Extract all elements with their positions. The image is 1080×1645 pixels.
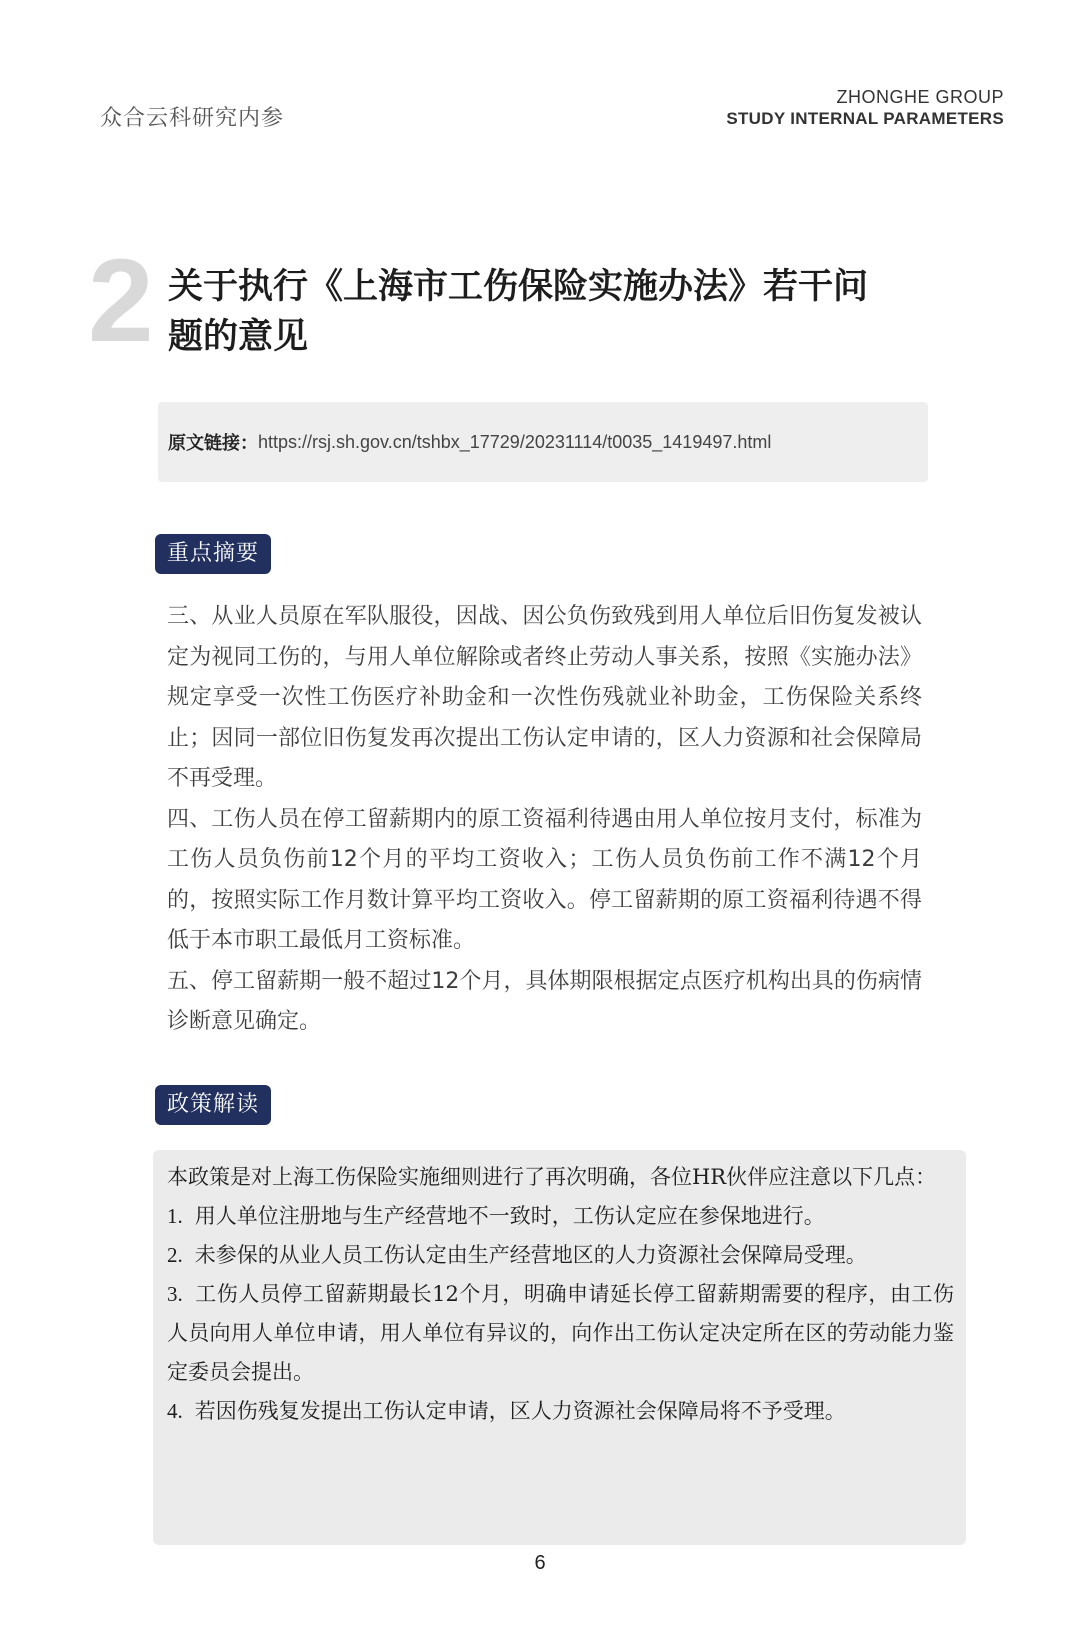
page-title: 关于执行《上海市工伤保险实施办法》若干问题的意见 xyxy=(168,267,869,357)
summary-body xyxy=(167,597,922,1043)
brand-en-line2: STUDY INTERNAL PARAMETERS xyxy=(726,109,1004,128)
point-text: 若因伤残复发提出工伤认定申请，区人力资源社会保障局将不予受理。 xyxy=(194,1399,846,1423)
interpretation-heading-badge: 政策解读 xyxy=(155,1085,271,1125)
brand-cn: 众合云科研究内参 xyxy=(100,106,285,131)
section-number: 2 xyxy=(88,235,154,367)
interpretation-point xyxy=(167,1392,954,1431)
point-text: 工伤人员停工留薪期最长12个月，明确申请延长停工留薪期需要的程序，由工伤人员向用人单位申请，用人单位有异议的，向作出工伤认定决定所在区的劳动能力鉴定委员会提出。 xyxy=(167,1282,954,1384)
source-link-box xyxy=(158,402,928,482)
summary-paragraph: 三、从业人员原在军队服役，因战、因公负伤致残到用人单位后旧伤复发被认定为视同工伤的，与用人单位解除或者终止劳动人事关系，按照《实施办法》规定享受一次性工伤医疗补助金和一次性伤残就业补助金，工伤保险关系终止；因同一部位旧伤复发再次提出工伤认定申请的，区人力资源和社会保障局不再受理。 xyxy=(167,604,922,791)
point-number: 3. xyxy=(167,1282,183,1306)
brand-en xyxy=(726,86,1004,130)
source-link-url[interactable]: https://rsj.sh.gov.cn/tshbx_17729/20231114/t0035_1419497.html xyxy=(258,431,772,452)
brand-en-line1: ZHONGHE GROUP xyxy=(836,87,1004,107)
summary-heading-badge: 重点摘要 xyxy=(155,534,271,574)
source-link-label: 原文链接： xyxy=(168,433,258,454)
point-number: 1. xyxy=(167,1204,183,1228)
interpretation-point xyxy=(167,1275,954,1392)
point-number: 2. xyxy=(167,1243,183,1267)
point-number: 4. xyxy=(167,1399,183,1423)
interpretation-intro: 本政策是对上海工伤保险实施细则进行了再次明确，各位HR伙伴应注意以下几点： xyxy=(167,1165,937,1189)
point-text: 用人单位注册地与生产经营地不一致时，工伤认定应在参保地进行。 xyxy=(194,1204,825,1228)
interpretation-box xyxy=(153,1150,966,1545)
summary-paragraph: 四、工伤人员在停工留薪期内的原工资福利待遇由用人单位按月支付，标准为工伤人员负伤前12个月的平均工资收入；工伤人员负伤前工作不满12个月的，按照实际工作月数计算平均工资收入。停工留薪期的原工资福利待遇不得低于本市职工最低月工资标准。 xyxy=(167,806,922,953)
page-number: 6 xyxy=(534,1552,546,1574)
summary-paragraph: 五、停工留薪期一般不超过12个月，具体期限根据定点医疗机构出具的伤病情诊断意见确定。 xyxy=(167,968,922,1034)
interpretation-point xyxy=(167,1197,954,1236)
point-text: 未参保的从业人员工伤认定由生产经营地区的人力资源社会保障局受理。 xyxy=(194,1243,867,1267)
interpretation-point xyxy=(167,1236,954,1275)
